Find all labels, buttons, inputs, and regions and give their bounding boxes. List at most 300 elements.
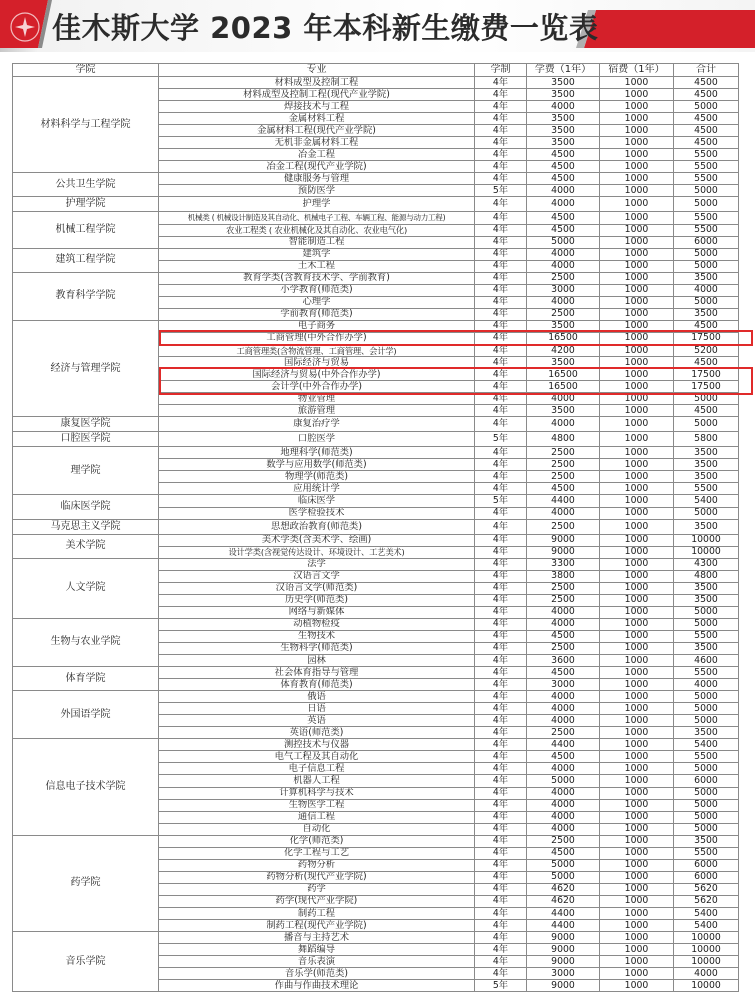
major-cell: 思想政治教育(师范类) — [159, 519, 475, 534]
major-cell: 计算机科学与技术 — [159, 787, 475, 799]
tuition-cell: 4400 — [527, 495, 600, 507]
major-cell: 国际经济与贸易 — [159, 357, 475, 369]
total-cell: 5200 — [674, 344, 739, 356]
duration-cell: 4年 — [475, 655, 527, 667]
table-row — [13, 447, 739, 459]
total-cell: 5500 — [674, 667, 739, 679]
total-cell: 4500 — [674, 113, 739, 125]
dorm-fee-cell: 1000 — [600, 173, 674, 185]
tuition-cell: 4200 — [527, 344, 600, 356]
major-cell: 数学与应用数学(师范类) — [159, 459, 475, 471]
table-row — [13, 212, 739, 224]
college-cell: 外国语学院 — [13, 691, 159, 739]
major-cell: 临床医学 — [159, 495, 475, 507]
tuition-cell: 5000 — [527, 871, 600, 883]
total-cell: 3500 — [674, 594, 739, 606]
duration-cell: 4年 — [475, 546, 527, 558]
header-total: 合计 — [674, 64, 739, 77]
total-cell: 5400 — [674, 908, 739, 920]
duration-cell: 4年 — [475, 236, 527, 248]
major-cell: 音乐表演 — [159, 956, 475, 968]
duration-cell: 4年 — [475, 932, 527, 944]
major-cell: 药学(现代产业学院) — [159, 895, 475, 907]
major-cell: 护理学 — [159, 197, 475, 212]
tuition-cell: 4000 — [527, 507, 600, 519]
total-cell: 4000 — [674, 968, 739, 980]
total-cell: 5000 — [674, 618, 739, 630]
major-cell: 地理科学(师范类) — [159, 447, 475, 459]
dorm-fee-cell: 1000 — [600, 859, 674, 871]
total-cell: 4500 — [674, 405, 739, 417]
dorm-fee-cell: 1000 — [600, 113, 674, 125]
duration-cell: 4年 — [475, 459, 527, 471]
tuition-cell: 4000 — [527, 185, 600, 197]
duration-cell: 4年 — [475, 369, 527, 381]
college-cell: 教育科学学院 — [13, 272, 159, 320]
tuition-cell: 3500 — [527, 77, 600, 89]
duration-cell: 4年 — [475, 357, 527, 369]
dorm-fee-cell: 1000 — [600, 944, 674, 956]
duration-cell: 4年 — [475, 835, 527, 847]
tuition-cell: 9000 — [527, 546, 600, 558]
major-cell: 冶金工程(现代产业学院) — [159, 161, 475, 173]
duration-cell: 4年 — [475, 320, 527, 332]
major-cell: 电子信息工程 — [159, 763, 475, 775]
table-row — [13, 835, 739, 847]
dorm-fee-cell: 1000 — [600, 149, 674, 161]
major-cell: 学前教育(师范类) — [159, 308, 475, 320]
total-cell: 6000 — [674, 236, 739, 248]
duration-cell: 4年 — [475, 871, 527, 883]
duration-cell: 4年 — [475, 667, 527, 679]
college-cell: 公共卫生学院 — [13, 173, 159, 197]
dorm-fee-cell: 1000 — [600, 630, 674, 642]
duration-cell: 4年 — [475, 727, 527, 739]
tuition-cell: 3000 — [527, 284, 600, 296]
total-cell: 5000 — [674, 393, 739, 405]
tuition-cell: 3500 — [527, 320, 600, 332]
tuition-cell: 4000 — [527, 606, 600, 618]
table-row — [13, 618, 739, 630]
dorm-fee-cell: 1000 — [600, 495, 674, 507]
duration-cell: 4年 — [475, 859, 527, 871]
tuition-cell: 4000 — [527, 799, 600, 811]
dorm-fee-cell: 1000 — [600, 417, 674, 432]
duration-cell: 4年 — [475, 823, 527, 835]
duration-cell: 4年 — [475, 173, 527, 185]
total-cell: 17500 — [674, 332, 739, 344]
duration-cell: 4年 — [475, 224, 527, 236]
tuition-cell: 2500 — [527, 447, 600, 459]
total-cell: 6000 — [674, 775, 739, 787]
total-cell: 5500 — [674, 149, 739, 161]
duration-cell: 4年 — [475, 751, 527, 763]
duration-cell: 4年 — [475, 101, 527, 113]
dorm-fee-cell: 1000 — [600, 459, 674, 471]
tuition-cell: 2500 — [527, 582, 600, 594]
dorm-fee-cell: 1000 — [600, 787, 674, 799]
major-cell: 焊接技术与工程 — [159, 101, 475, 113]
college-cell: 音乐学院 — [13, 932, 159, 992]
tuition-cell: 3000 — [527, 679, 600, 691]
duration-cell: 4年 — [475, 775, 527, 787]
college-cell: 护理学院 — [13, 197, 159, 212]
duration-cell: 5年 — [475, 185, 527, 197]
college-cell: 口腔医学院 — [13, 432, 159, 447]
duration-cell: 4年 — [475, 308, 527, 320]
major-cell: 网络与新媒体 — [159, 606, 475, 618]
dorm-fee-cell: 1000 — [600, 185, 674, 197]
tuition-cell: 4000 — [527, 101, 600, 113]
college-cell: 康复医学院 — [13, 417, 159, 432]
table-row — [13, 667, 739, 679]
dorm-fee-cell: 1000 — [600, 920, 674, 932]
tuition-cell: 4500 — [527, 630, 600, 642]
dorm-fee-cell: 1000 — [600, 968, 674, 980]
total-cell: 4600 — [674, 655, 739, 667]
major-cell: 社会体育指导与管理 — [159, 667, 475, 679]
total-cell: 5000 — [674, 260, 739, 272]
major-cell: 制药工程 — [159, 908, 475, 920]
major-cell: 英语(师范类) — [159, 727, 475, 739]
duration-cell: 4年 — [475, 847, 527, 859]
tuition-cell: 4500 — [527, 161, 600, 173]
total-cell: 3500 — [674, 835, 739, 847]
dorm-fee-cell: 1000 — [600, 507, 674, 519]
tuition-cell: 16500 — [527, 381, 600, 393]
tuition-cell: 4000 — [527, 417, 600, 432]
dorm-fee-cell: 1000 — [600, 558, 674, 570]
dorm-fee-cell: 1000 — [600, 296, 674, 308]
duration-cell: 5年 — [475, 432, 527, 447]
duration-cell: 4年 — [475, 883, 527, 895]
tuition-cell: 4000 — [527, 763, 600, 775]
table-row — [13, 197, 739, 212]
dorm-fee-cell: 1000 — [600, 483, 674, 495]
dorm-fee-cell: 1000 — [600, 642, 674, 654]
dorm-fee-cell: 1000 — [600, 570, 674, 582]
total-cell: 3500 — [674, 727, 739, 739]
college-cell: 经济与管理学院 — [13, 320, 159, 416]
total-cell: 10000 — [674, 956, 739, 968]
table-row — [13, 932, 739, 944]
total-cell: 3500 — [674, 642, 739, 654]
major-cell: 汉语言文学(师范类) — [159, 582, 475, 594]
dorm-fee-cell: 1000 — [600, 763, 674, 775]
university-logo-icon — [8, 10, 42, 44]
duration-cell: 5年 — [475, 495, 527, 507]
dorm-fee-cell: 1000 — [600, 883, 674, 895]
dorm-fee-cell: 1000 — [600, 272, 674, 284]
major-cell: 小学教育(师范类) — [159, 284, 475, 296]
tuition-cell: 2500 — [527, 519, 600, 534]
dorm-fee-cell: 1000 — [600, 284, 674, 296]
duration-cell: 4年 — [475, 763, 527, 775]
page-title: 佳木斯大学 2023 年本科新生缴费一览表 — [52, 11, 599, 45]
duration-cell: 4年 — [475, 558, 527, 570]
total-cell: 5500 — [674, 630, 739, 642]
total-cell: 10000 — [674, 932, 739, 944]
total-cell: 10000 — [674, 944, 739, 956]
table-row — [13, 534, 739, 546]
fee-table — [12, 63, 739, 992]
tuition-cell: 4000 — [527, 787, 600, 799]
major-cell: 化学工程与工艺 — [159, 847, 475, 859]
table-row — [13, 558, 739, 570]
duration-cell: 4年 — [475, 570, 527, 582]
college-cell: 药学院 — [13, 835, 159, 931]
total-cell: 3500 — [674, 471, 739, 483]
header-dorm-fee: 宿费（1年） — [600, 64, 674, 77]
duration-cell: 4年 — [475, 691, 527, 703]
duration-cell: 4年 — [475, 381, 527, 393]
header-duration: 学制 — [475, 64, 527, 77]
total-cell: 5500 — [674, 847, 739, 859]
header-college: 学院 — [13, 64, 159, 77]
tuition-cell: 2500 — [527, 471, 600, 483]
college-cell: 生物与农业学院 — [13, 618, 159, 666]
dorm-fee-cell: 1000 — [600, 405, 674, 417]
total-cell: 5000 — [674, 703, 739, 715]
total-cell: 5000 — [674, 197, 739, 212]
dorm-fee-cell: 1000 — [600, 224, 674, 236]
total-cell: 5620 — [674, 883, 739, 895]
major-cell: 工商管理类(含物流管理、工商管理、会计学) — [159, 344, 475, 356]
major-cell: 机器人工程 — [159, 775, 475, 787]
table-row — [13, 173, 739, 185]
total-cell: 5000 — [674, 185, 739, 197]
dorm-fee-cell: 1000 — [600, 847, 674, 859]
major-cell: 汉语言文学 — [159, 570, 475, 582]
total-cell: 5500 — [674, 212, 739, 224]
dorm-fee-cell: 1000 — [600, 357, 674, 369]
total-cell: 5500 — [674, 483, 739, 495]
college-cell: 马克思主义学院 — [13, 519, 159, 534]
major-cell: 机械类 ( 机械设计制造及其自动化、机械电子工程、车辆工程、能源与动力工程) — [159, 212, 475, 224]
tuition-cell: 2500 — [527, 459, 600, 471]
duration-cell: 4年 — [475, 89, 527, 101]
dorm-fee-cell: 1000 — [600, 344, 674, 356]
dorm-fee-cell: 1000 — [600, 381, 674, 393]
major-cell: 医学检验技术 — [159, 507, 475, 519]
major-cell: 物业管理 — [159, 393, 475, 405]
total-cell: 5000 — [674, 507, 739, 519]
dorm-fee-cell: 1000 — [600, 260, 674, 272]
tuition-cell: 3500 — [527, 357, 600, 369]
tuition-cell: 3500 — [527, 125, 600, 137]
tuition-cell: 3500 — [527, 405, 600, 417]
tuition-cell: 4500 — [527, 212, 600, 224]
tuition-cell: 2500 — [527, 594, 600, 606]
major-cell: 音乐学(师范类) — [159, 968, 475, 980]
tuition-cell: 16500 — [527, 369, 600, 381]
total-cell: 5400 — [674, 495, 739, 507]
tuition-cell: 4400 — [527, 739, 600, 751]
major-cell: 无机非金属材料工程 — [159, 137, 475, 149]
tuition-cell: 4000 — [527, 811, 600, 823]
major-cell: 药物分析(现代产业学院) — [159, 871, 475, 883]
tuition-cell: 4000 — [527, 715, 600, 727]
title-banner — [0, 0, 755, 52]
total-cell: 5000 — [674, 417, 739, 432]
major-cell: 土木工程 — [159, 260, 475, 272]
major-cell: 工商管理(中外合作办学) — [159, 332, 475, 344]
tuition-cell: 2500 — [527, 727, 600, 739]
major-cell: 电气工程及其自动化 — [159, 751, 475, 763]
duration-cell: 4年 — [475, 296, 527, 308]
major-cell: 俄语 — [159, 691, 475, 703]
tuition-cell: 2500 — [527, 835, 600, 847]
tuition-cell: 3600 — [527, 655, 600, 667]
dorm-fee-cell: 1000 — [600, 534, 674, 546]
total-cell: 5000 — [674, 101, 739, 113]
duration-cell: 4年 — [475, 417, 527, 432]
major-cell: 体育教育(师范类) — [159, 679, 475, 691]
dorm-fee-cell: 1000 — [600, 618, 674, 630]
dorm-fee-cell: 1000 — [600, 471, 674, 483]
table-row — [13, 272, 739, 284]
duration-cell: 4年 — [475, 483, 527, 495]
major-cell: 测控技术与仪器 — [159, 739, 475, 751]
total-cell: 4500 — [674, 125, 739, 137]
total-cell: 5400 — [674, 920, 739, 932]
dorm-fee-cell: 1000 — [600, 582, 674, 594]
total-cell: 3500 — [674, 519, 739, 534]
table-row — [13, 495, 739, 507]
duration-cell: 4年 — [475, 125, 527, 137]
tuition-cell: 4000 — [527, 260, 600, 272]
table-row — [13, 739, 739, 751]
major-cell: 旅游管理 — [159, 405, 475, 417]
major-cell: 口腔医学 — [159, 432, 475, 447]
dorm-fee-cell: 1000 — [600, 980, 674, 992]
duration-cell: 4年 — [475, 642, 527, 654]
dorm-fee-cell: 1000 — [600, 932, 674, 944]
college-cell: 体育学院 — [13, 667, 159, 691]
dorm-fee-cell: 1000 — [600, 101, 674, 113]
dorm-fee-cell: 1000 — [600, 823, 674, 835]
total-cell: 5500 — [674, 161, 739, 173]
major-cell: 智能制造工程 — [159, 236, 475, 248]
college-cell: 理学院 — [13, 447, 159, 495]
tuition-cell: 4800 — [527, 432, 600, 447]
total-cell: 3500 — [674, 582, 739, 594]
table-row — [13, 432, 739, 447]
total-cell: 4500 — [674, 77, 739, 89]
major-cell: 金属材料工程(现代产业学院) — [159, 125, 475, 137]
total-cell: 4300 — [674, 558, 739, 570]
dorm-fee-cell: 1000 — [600, 727, 674, 739]
total-cell: 3500 — [674, 447, 739, 459]
total-cell: 4800 — [674, 570, 739, 582]
major-cell: 预防医学 — [159, 185, 475, 197]
dorm-fee-cell: 1000 — [600, 320, 674, 332]
major-cell: 健康服务与管理 — [159, 173, 475, 185]
total-cell: 4500 — [674, 89, 739, 101]
tuition-cell: 4000 — [527, 691, 600, 703]
dorm-fee-cell: 1000 — [600, 871, 674, 883]
dorm-fee-cell: 1000 — [600, 236, 674, 248]
dorm-fee-cell: 1000 — [600, 161, 674, 173]
duration-cell: 4年 — [475, 332, 527, 344]
dorm-fee-cell: 1000 — [600, 137, 674, 149]
major-cell: 康复治疗学 — [159, 417, 475, 432]
duration-cell: 4年 — [475, 956, 527, 968]
total-cell: 4000 — [674, 284, 739, 296]
duration-cell: 4年 — [475, 197, 527, 212]
duration-cell: 4年 — [475, 920, 527, 932]
major-cell: 药学 — [159, 883, 475, 895]
tuition-cell: 4400 — [527, 920, 600, 932]
total-cell: 5400 — [674, 739, 739, 751]
duration-cell: 4年 — [475, 344, 527, 356]
major-cell: 建筑学 — [159, 248, 475, 260]
dorm-fee-cell: 1000 — [600, 369, 674, 381]
tuition-cell: 2500 — [527, 308, 600, 320]
dorm-fee-cell: 1000 — [600, 895, 674, 907]
duration-cell: 4年 — [475, 77, 527, 89]
dorm-fee-cell: 1000 — [600, 667, 674, 679]
duration-cell: 4年 — [475, 715, 527, 727]
dorm-fee-cell: 1000 — [600, 715, 674, 727]
dorm-fee-cell: 1000 — [600, 125, 674, 137]
duration-cell: 4年 — [475, 739, 527, 751]
major-cell: 日语 — [159, 703, 475, 715]
total-cell: 4500 — [674, 320, 739, 332]
dorm-fee-cell: 1000 — [600, 811, 674, 823]
duration-cell: 4年 — [475, 260, 527, 272]
tuition-cell: 3500 — [527, 89, 600, 101]
major-cell: 制药工程(现代产业学院) — [159, 920, 475, 932]
tuition-cell: 5000 — [527, 236, 600, 248]
major-cell: 国际经济与贸易(中外合作办学) — [159, 369, 475, 381]
tuition-cell: 4500 — [527, 224, 600, 236]
tuition-cell: 2500 — [527, 642, 600, 654]
total-cell: 3500 — [674, 459, 739, 471]
tuition-cell: 4500 — [527, 149, 600, 161]
table-row — [13, 417, 739, 432]
dorm-fee-cell: 1000 — [600, 775, 674, 787]
total-cell: 5000 — [674, 606, 739, 618]
duration-cell: 4年 — [475, 787, 527, 799]
duration-cell: 4年 — [475, 968, 527, 980]
tuition-cell: 4500 — [527, 483, 600, 495]
tuition-cell: 5000 — [527, 775, 600, 787]
tuition-cell: 4000 — [527, 296, 600, 308]
dorm-fee-cell: 1000 — [600, 799, 674, 811]
dorm-fee-cell: 1000 — [600, 703, 674, 715]
dorm-fee-cell: 1000 — [600, 89, 674, 101]
major-cell: 生物科学(师范类) — [159, 642, 475, 654]
dorm-fee-cell: 1000 — [600, 393, 674, 405]
college-cell: 人文学院 — [13, 558, 159, 618]
duration-cell: 4年 — [475, 447, 527, 459]
major-cell: 应用统计学 — [159, 483, 475, 495]
total-cell: 5000 — [674, 787, 739, 799]
major-cell: 电子商务 — [159, 320, 475, 332]
duration-cell: 4年 — [475, 212, 527, 224]
major-cell: 金属材料工程 — [159, 113, 475, 125]
header-row — [13, 64, 739, 77]
duration-cell: 4年 — [475, 811, 527, 823]
tuition-cell: 16500 — [527, 332, 600, 344]
dorm-fee-cell: 1000 — [600, 739, 674, 751]
header-major: 专业 — [159, 64, 475, 77]
duration-cell: 4年 — [475, 534, 527, 546]
tuition-cell: 4000 — [527, 197, 600, 212]
major-cell: 播音与主持艺术 — [159, 932, 475, 944]
dorm-fee-cell: 1000 — [600, 332, 674, 344]
